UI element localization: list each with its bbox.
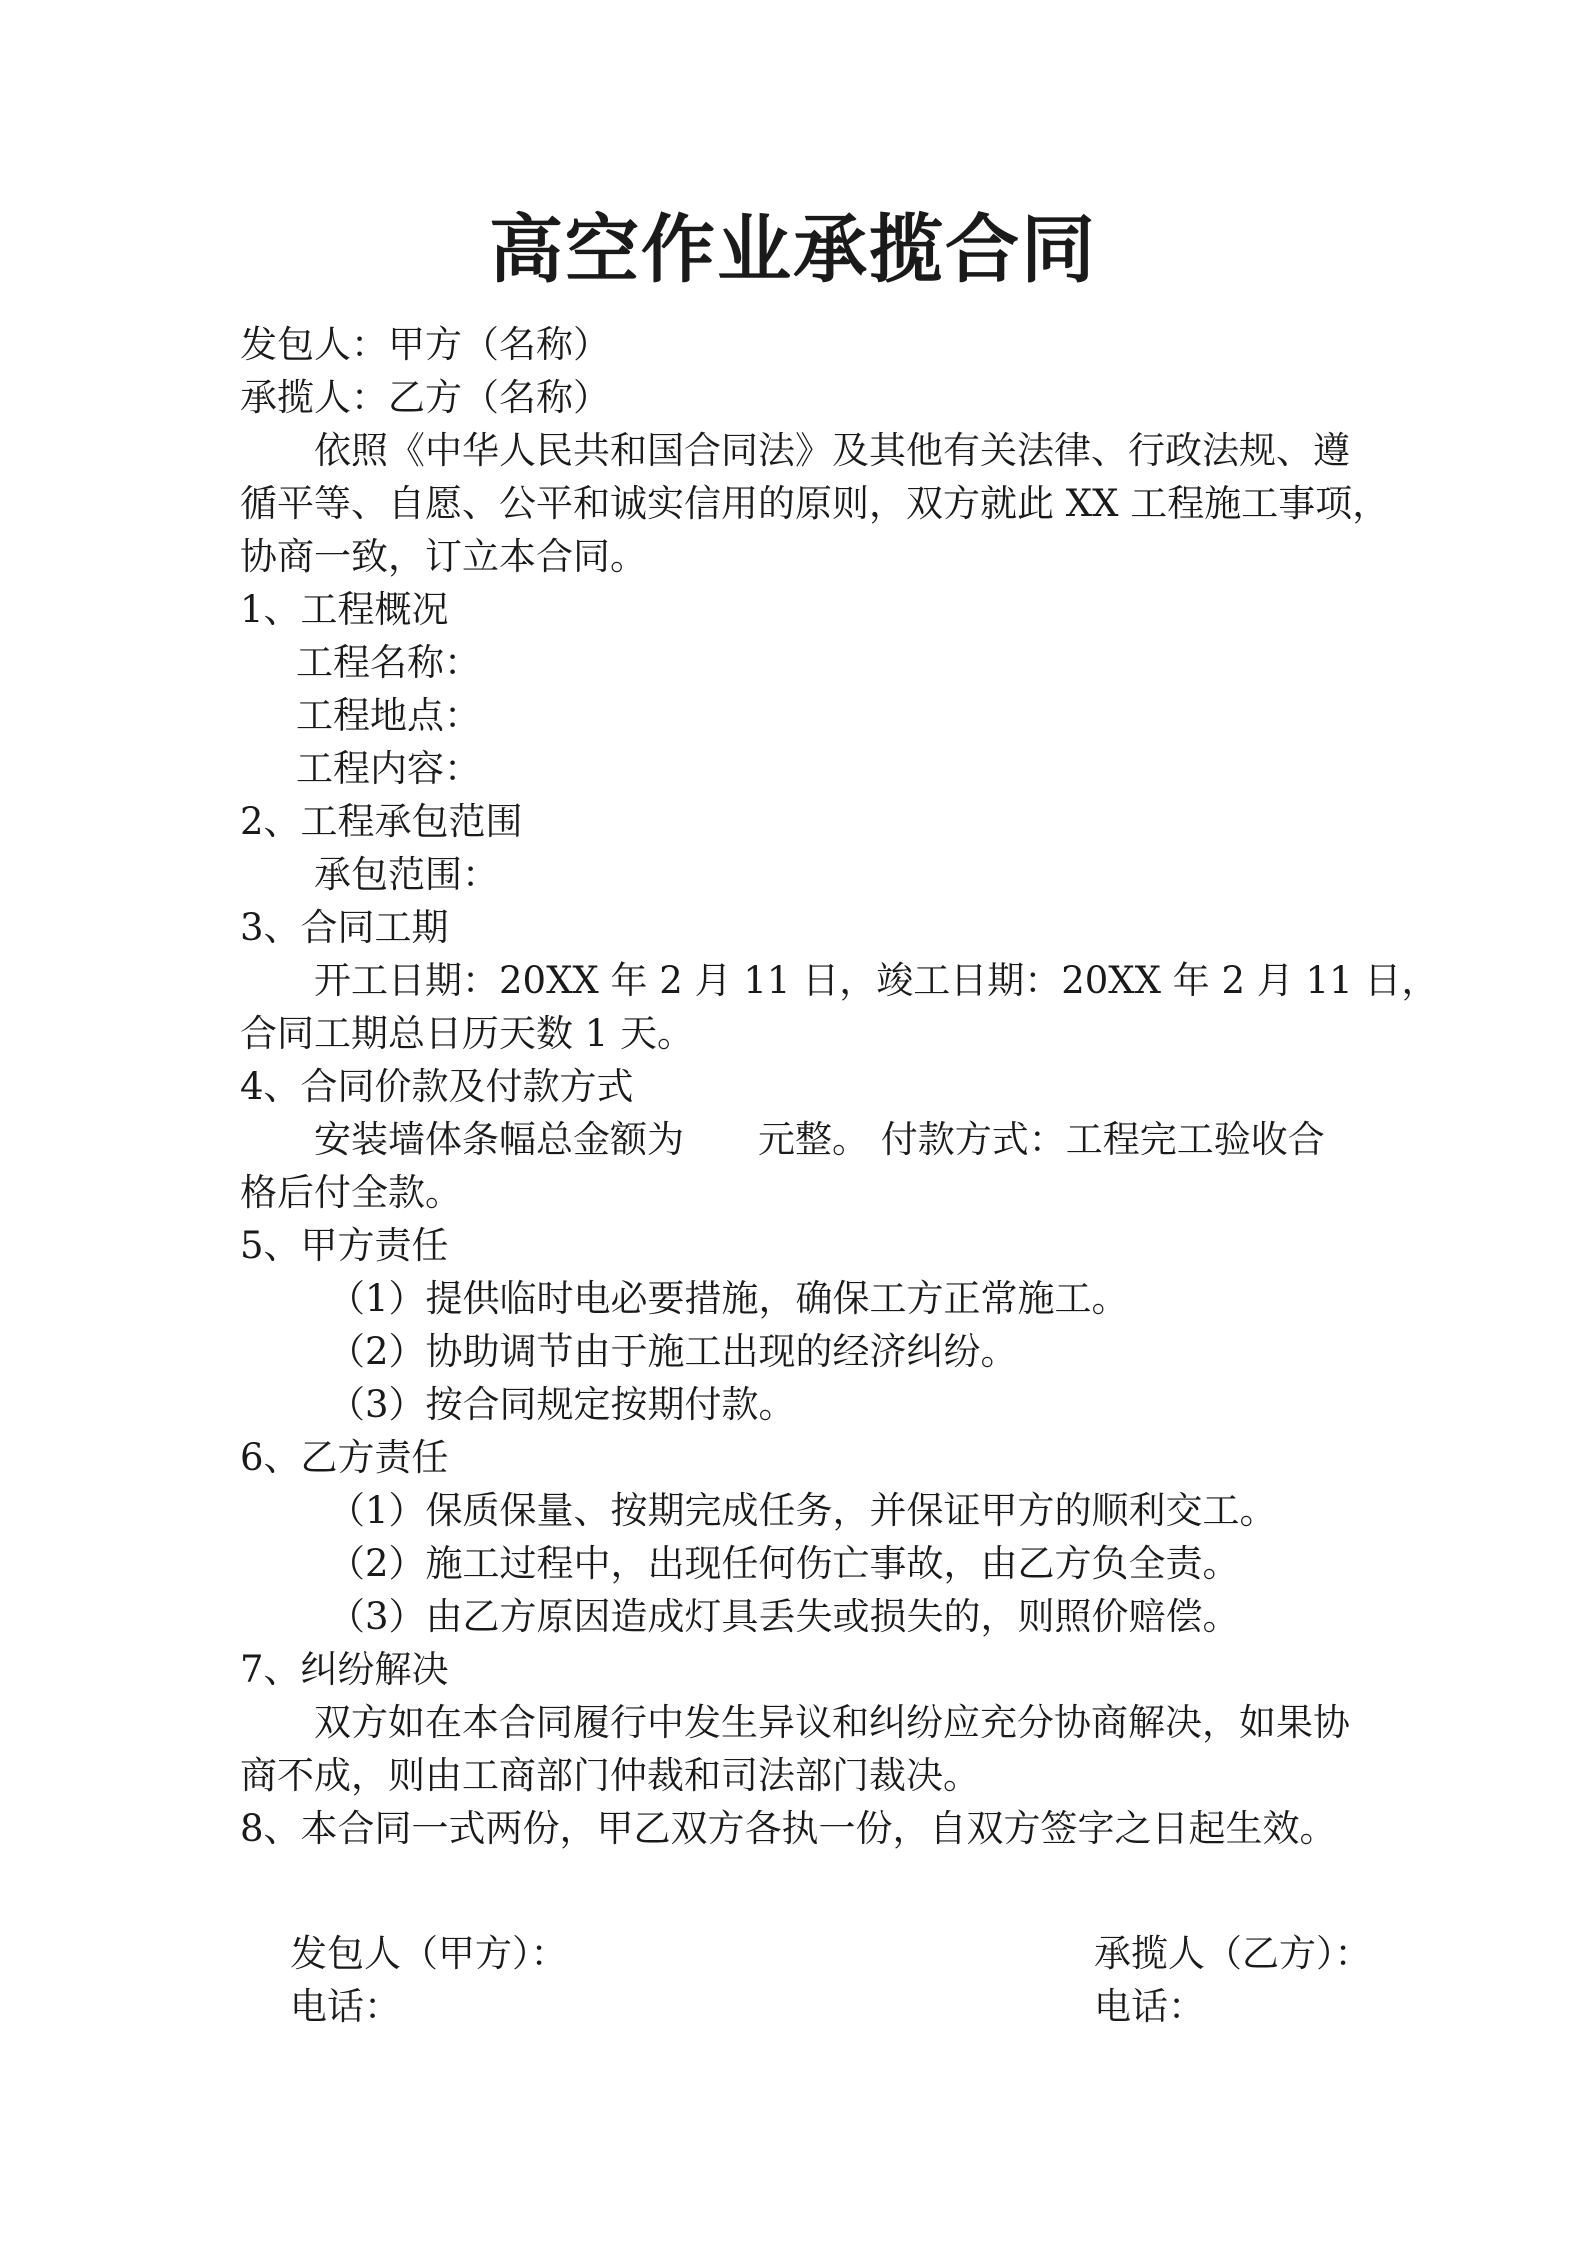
party-b-duty-2: （2）施工过程中，出现任何伤亡事故，由乙方负全责。 [328,1542,1240,1585]
section-3-heading: 3、合同工期 [240,906,449,949]
contract-body [240,318,1439,1855]
document-title: 高空作业承揽合同 [489,207,1097,293]
project-location-field: 工程地点： [296,694,481,737]
party-a-duty-2: （2）协助调节由于施工出现的经济纠纷。 [328,1330,1018,1373]
party-a-duty-3: （3）按合同规定按期付款。 [328,1383,796,1426]
section-4-heading: 4、合同价款及付款方式 [240,1065,634,1108]
section-8-text: 8、本合同一式两份，甲乙双方各执一份，自双方签字之日起生效。 [240,1807,1337,1850]
preamble-line-1: 依照《中华人民共和国合同法》及其他有关法律、行政法规、遵 [314,429,1350,472]
party-b-phone-label: 电话： [1094,1985,1205,2028]
payment-line-1 [240,1113,1360,1166]
party-a-signature-label: 发包人（甲方）： [290,1932,568,1975]
payment-line-2: 格后付全款。 [240,1171,462,1214]
section-6-heading: 6、乙方责任 [240,1436,449,1479]
preamble-line-2: 循平等、自愿、公平和诚实信用的原则，双方就此 XX 工程施工事项， [240,482,1390,525]
section-5-heading: 5、甲方责任 [240,1224,449,1267]
party-b-duty-3: （3）由乙方原因造成灯具丢失或损失的，则照价赔偿。 [328,1595,1240,1638]
payment-amount-label: 安装墙体条幅总金额为 [314,1118,684,1161]
section-1-heading: 1、工程概况 [240,588,449,631]
schedule-line-2: 合同工期总日历天数 1 天。 [240,1012,695,1055]
project-name-field: 工程名称： [296,641,481,684]
preamble-line-3: 协商一致，订立本合同。 [240,535,647,578]
project-content-field: 工程内容： [296,747,481,790]
payment-method-text: 元整。 付款方式：工程完工验收合 [758,1118,1325,1161]
signature-block-party-a [290,1927,568,2033]
contract-scope-field: 承包范围： [314,853,499,896]
dispute-line-2: 商不成，则由工商部门仲裁和司法部门裁决。 [240,1754,980,1797]
section-2-heading: 2、工程承包范围 [240,800,523,843]
party-a-phone-label: 电话： [290,1985,401,2028]
dispute-line-1: 双方如在本合同履行中发生异议和纠纷应充分协商解决，如果协 [314,1701,1350,1744]
party-b-line: 承揽人：乙方（名称） [240,376,610,419]
schedule-line-1: 开工日期：20XX 年 2 月 11 日，竣工日期：20XX 年 2 月 11 日， [314,959,1439,1002]
party-b-signature-label: 承揽人（乙方）： [1094,1932,1372,1975]
party-b-duty-1: （1）保质保量、按期完成任务，并保证甲方的顺利交工。 [328,1489,1277,1532]
party-a-duty-1: （1）提供临时电必要措施，确保工方正常施工。 [328,1277,1129,1320]
signature-block-party-b [1094,1927,1372,2033]
party-a-line: 发包人：甲方（名称） [240,323,610,366]
section-7-heading: 7、纠纷解决 [240,1648,449,1691]
